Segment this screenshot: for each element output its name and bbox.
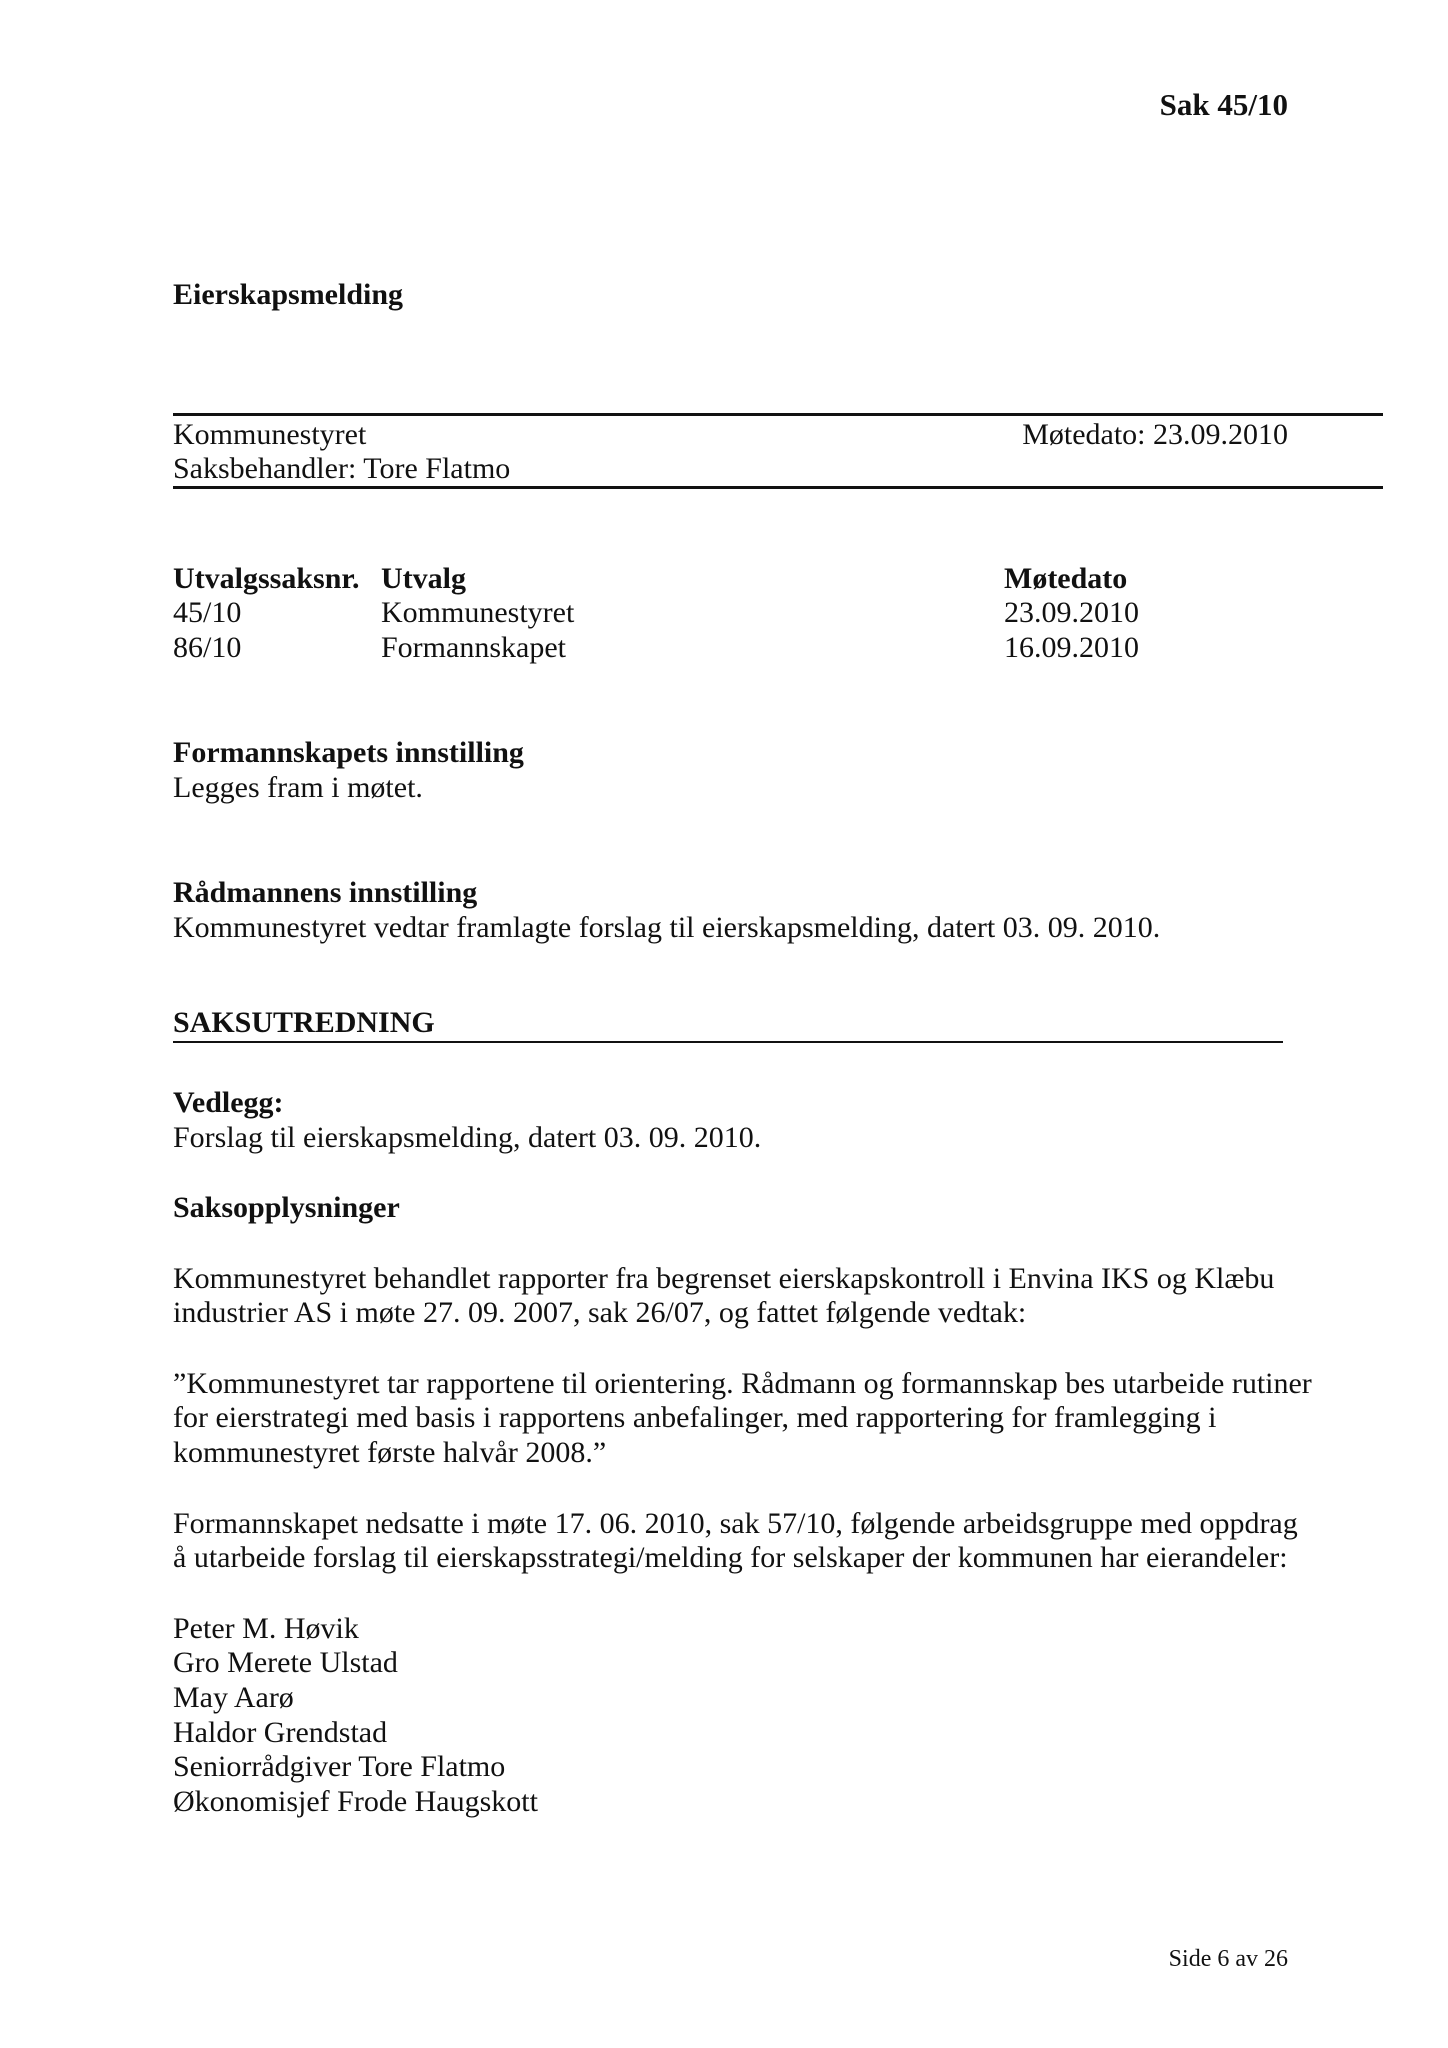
page-number-footer: Side 6 av 26 [1168,1946,1288,1972]
table-row-2-case-number: 86/10 [173,631,242,664]
table-header-meeting-date: Møtedato [1004,562,1128,595]
paragraph-2-line-1: Formannskapet nedsatte i møte 17. 06. 2010, sak 57/10, følgende arbeidsgruppe med oppdrag [173,1507,1298,1540]
paragraph-1-line-2: industrier AS i møte 27. 09. 2007, sak 26/07, og fattet følgende vedtak: [173,1296,1027,1329]
paragraph-1-line-1: Kommunestyret behandlet rapporter fra begrenset eierskapskontroll i Envina IKS og Klæbu [173,1262,1275,1295]
table-row-2-committee: Formannskapet [381,631,566,664]
radmann-text: Kommunestyret vedtar framlagte forslag til eierskapsmelding, datert 03. 09. 2010. [173,911,1161,944]
member-1: Peter M. Høvik [173,1612,359,1645]
bottom-rule [173,486,1383,489]
member-6: Økonomisjef Frode Haugskott [173,1785,538,1818]
table-row-1-date: 23.09.2010 [1004,596,1139,629]
member-5: Seniorrådgiver Tore Flatmo [173,1750,506,1783]
member-4: Haldor Grendstad [173,1716,388,1749]
saksutredning-heading: SAKSUTREDNING [173,1006,435,1039]
member-2: Gro Merete Ulstad [173,1646,398,1679]
table-row-2-date: 16.09.2010 [1004,631,1139,664]
case-number-header: Sak 45/10 [1159,87,1288,122]
table-row-1-committee: Kommunestyret [381,596,575,629]
table-header-case-number: Utvalgssaksnr. [173,562,360,595]
meeting-body: Kommunestyret [173,418,367,451]
document-title: Eierskapsmelding [173,278,404,311]
top-rule [173,413,1383,416]
paragraph-2-line-2: å utarbeide forslag til eierskapsstrategi/melding for selskaper der kommunen har eierandeler: [173,1541,1288,1574]
radmann-heading: Rådmannens innstilling [173,876,478,909]
table-header-committee: Utvalg [381,562,466,595]
formannskapet-text: Legges fram i møtet. [173,771,423,804]
quote-line-3: kommunestyret første halvår 2008.” [173,1436,607,1469]
vedlegg-text: Forslag til eierskapsmelding, datert 03. 09. 2010. [173,1121,762,1154]
formannskapet-heading: Formannskapets innstilling [173,736,524,769]
saksutredning-rule [173,1041,1283,1043]
vedlegg-heading: Vedlegg: [173,1086,284,1119]
table-row-1-case-number: 45/10 [173,596,242,629]
quote-line-2: for eierstrategi med basis i rapportens anbefalinger, med rapportering for framlegging i [173,1401,1217,1434]
meeting-date: Møtedato: 23.09.2010 [1022,418,1288,451]
member-3: May Aarø [173,1681,294,1714]
quote-line-1: ”Kommunestyret tar rapportene til orientering. Rådmann og formannskap bes utarbeide rutiner [173,1367,1312,1400]
saksopplysninger-heading: Saksopplysninger [173,1191,400,1224]
case-officer: Saksbehandler: Tore Flatmo [173,452,511,485]
